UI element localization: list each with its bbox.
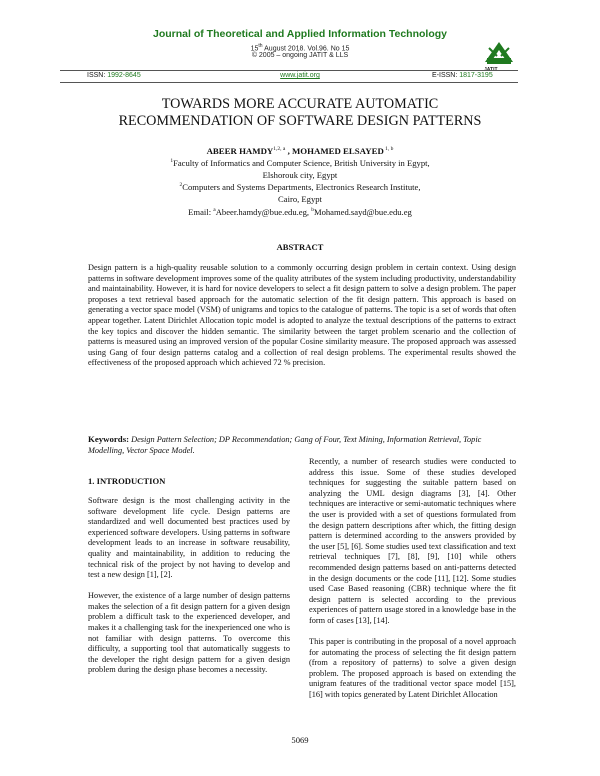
paragraph: Recently, a number of research studies were conducted to address this issue. Some of these studies developed techniques for suggesting the suitable pattern based on analyzing the UML design diagrams [3], [4]. Other techniques are interactive or semi-automatic techniques where the user is provided with a set of questions formulated from the design pattern descriptions after which, the fitting design pattern is determined according to the answers provided by the user [5], [6]. Some studies used text classification and text retrieval techniques [7], [8], [9], [10] while others recommended design patterns based on anti-patterns detected in the design documents or the code [11], [12]. Some studies used Case Based reasoning (CBR) technique where the fit design pattern is selected according to the previous experiences of pattern usage stored in a knowledge base in the form of cases [13], [14]. [309,457,516,625]
right-column [309,457,516,711]
issn: ISSN: 1992-8645 [87,72,141,79]
affiliation-2-city: Cairo, Egypt [278,194,322,204]
authors: ABEER HAMDY$^{1,2, a}$ , MOHAMED ELSAYED $^{1, b}$ [206,146,394,156]
keywords: Keywords: Design Pattern Selection; DP Recommendation; Gang of Four, Text Mining, Information Retrieval, Topic Modelling, Vector Space Model. [88,434,482,455]
section-1-heading: 1. INTRODUCTION [88,476,166,486]
header-rule-bottom [60,82,518,83]
issue-date: 15th August 2018. Vol.96. No 15 [250,43,350,53]
left-column [88,496,290,687]
eissn: E-ISSN: 1817-3195 [432,72,493,79]
journal-title: Journal of Theoretical and Applied Information Technology [152,28,447,40]
paper-title: TOWARDS MORE ACCURATE AUTOMATIC RECOMMENDATION OF SOFTWARE DESIGN PATTERNS [118,96,482,129]
abstract-heading: ABSTRACT [276,242,324,252]
paragraph: Software design is the most challenging activity in the software development life cycle. Design patterns are standardized and well documented best practices used by experienced software developers. Using patterns in software development leads to an increase in software reusability, quality and maintainability, in addition to reducing the technical risk of the project by not having to develop and test a new design [1], [2]. [88,496,290,580]
header-rule-top [60,70,518,71]
journal-url-link[interactable]: www.jatit.org [280,72,320,79]
paragraph: This paper is contributing in the proposal of a novel approach for automating the process of selecting the fit design pattern (from a repository of patterns) to solve a given design problem. The proposed approach is based on extending the unigram features of the traditional vector space model [15], [16] with topics generated by Latent Dirichlet Allocation [309,637,516,699]
page-number: 5069 [291,735,309,745]
abstract-body: Design pattern is a high-quality reusable solution to a commonly occurring design problem in certain context. Using design patterns in software development improves some of the quality attributes of the system including productivity, understandability and maintainability. However, it is hard for novice developers to select a fit design pattern to solve a design problem. The paper proposes a text retrieval based approach for the automatic selection of the fit design pattern. This approach is based on generating a vector space model (VSM) of unigrams and topics to the catalogue of patterns. The topic is a set of words that often appear together. Latent Dirichlet Allocation topic model is adopted to analyze the textual descriptions of the patterns to extract the key topics and discover the hidden semantic. The similarity between the target problem scenario and the collection of patterns is measured using an improved version of the popular Cosine similarity measure. The proposed approach was assessed using Gang of four design patterns catalog and a collection of real design problems. The experimental results showed the effectiveness of the proposed approach which achieved 72 % precision. [88,263,516,368]
emails: Email: $^a$Abeer.hamdy@bue.edu.eg, $^b$Mohamed.sayd@bue.edu.eg [188,207,412,217]
logo-text: JATIT [484,67,498,73]
affiliation-1: $^1$Faculty of Informatics and Computer Science, British University in Egypt, [170,158,430,168]
copyright-line: © 2005 – ongoing JATIT & LLS [251,52,349,59]
paragraph: However, the existence of a large number of design patterns makes the selection of a fit design pattern for a given design problem a difficult task to the experienced developer, and makes it a challenging task for the inexperienced one who is not familiar with design patterns. To overcome this difficulty, a supporting tool that automatically suggests to the developer the right design pattern for a given design problem during the design phase becomes a necessity. [88,591,290,675]
affiliation-1-city: Elshorouk city, Egypt [262,170,338,180]
affiliation-2: $^2$Computers and Systems Departments, Electronics Research Institute, [179,182,421,192]
